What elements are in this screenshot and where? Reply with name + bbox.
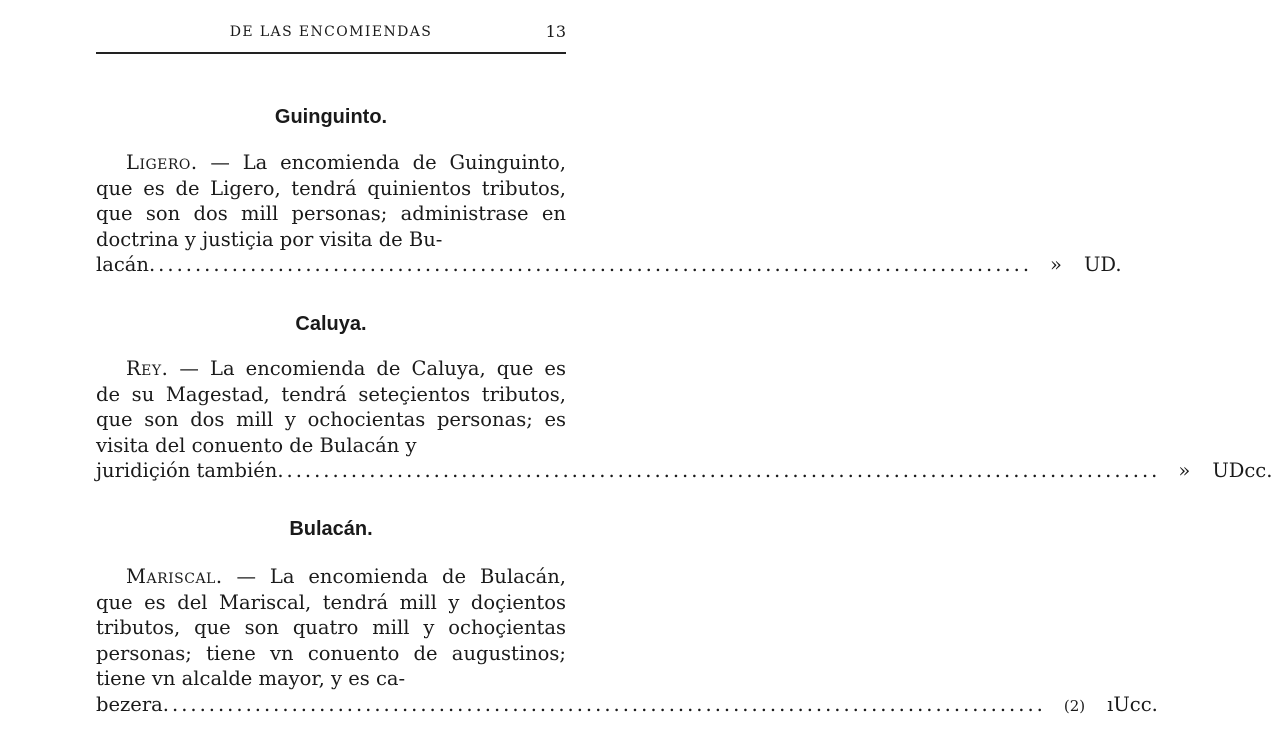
section-title-guinguinto: Guinguinto.	[274, 106, 388, 128]
entry-line: visita del conuento de Bulacán y	[96, 433, 417, 457]
last-word: lacán	[96, 253, 149, 277]
tribute-value: UD.	[1083, 253, 1122, 277]
entry-line: que es de Ligero, tendrá quinientos tributos,	[96, 176, 566, 200]
entry-line: que son dos mill personas; administrase en	[96, 202, 566, 226]
entry-line: tiene vn alcalde mayor, y es ca-	[96, 667, 406, 691]
entry-line: tributos, que son quatro mill y ochoçientas	[96, 616, 566, 640]
entry-line: Mariscal. — La encomienda de Bulacán,	[126, 565, 566, 588]
entry-line: que es del Mariscal, tendrá mill y doçientos	[96, 590, 566, 614]
ditto-mark: »	[1178, 459, 1191, 483]
last-word: juridiçión también	[96, 459, 278, 483]
entry-total-line	[96, 252, 1122, 278]
encomendero-name: Rey.	[126, 357, 169, 380]
last-word: bezera	[96, 692, 163, 716]
tribute-value: ıUcc.	[1107, 692, 1158, 716]
entry-line: doctrina y justiçia por visita de Bu-	[96, 227, 443, 251]
page-header	[96, 18, 566, 54]
entry-line: Ligero. — La encomienda de Guinguinto,	[126, 151, 566, 174]
section-title-bulacan: Bulacán.	[289, 518, 373, 540]
page-number: 13	[545, 22, 566, 41]
entry-line: Rey. — La encomienda de Caluya, que es	[126, 357, 566, 380]
encomendero-name: Mariscal.	[126, 565, 223, 588]
entry-line: de su Magestad, tendrá seteçientos tributos,	[96, 382, 566, 406]
entry-bulacan	[96, 564, 1158, 718]
footnote-ref: (2)	[1063, 696, 1086, 715]
entry-caluya	[96, 356, 1272, 484]
encomendero-name: Ligero.	[126, 151, 198, 174]
section-title-caluya: Caluya.	[295, 313, 367, 335]
dot-leader: ................................................................................................	[277, 459, 1161, 483]
entry-total-line	[96, 692, 1158, 718]
dot-leader: ................................................................................................	[148, 253, 1033, 277]
ditto-mark: »	[1050, 253, 1062, 277]
running-title: DE LAS ENCOMIENDAS	[229, 24, 433, 40]
tribute-value: UDcc.	[1212, 459, 1272, 483]
dot-leader: ................................................................................................	[162, 692, 1046, 716]
entry-total-line	[96, 458, 1272, 484]
entry-line: que son dos mill y ochocientas personas; es	[96, 408, 566, 432]
entry-guinguinto	[96, 150, 1122, 278]
entry-line: personas; tiene vn conuento de augustinos;	[96, 641, 566, 665]
